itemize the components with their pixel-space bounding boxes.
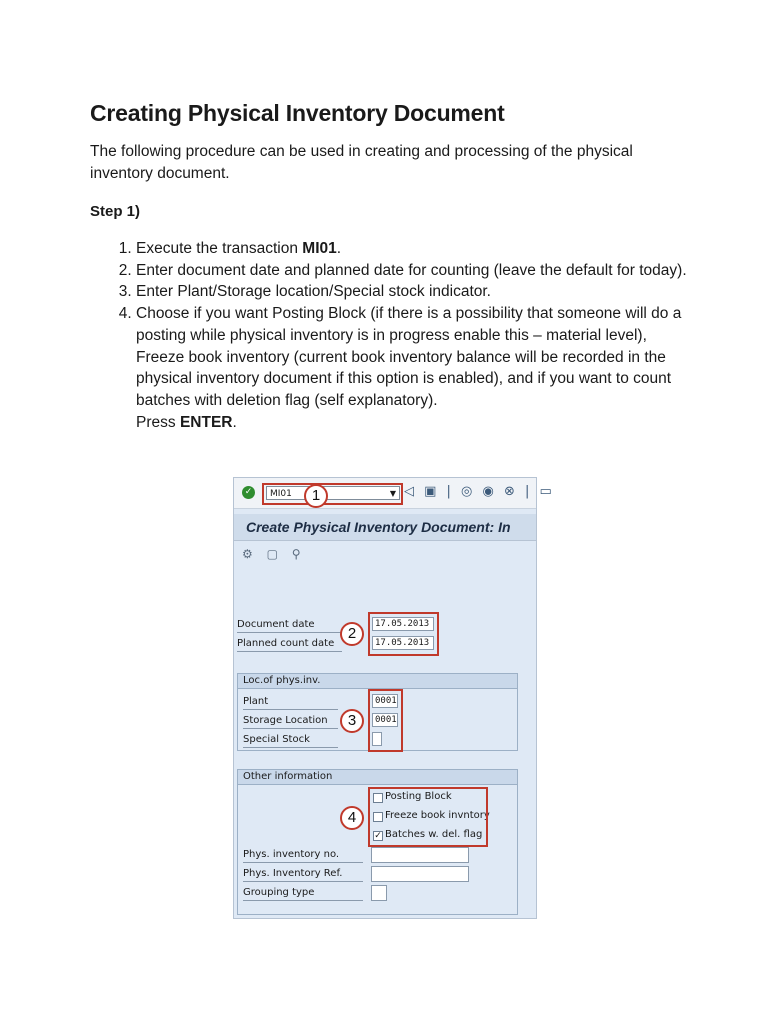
page-title: Creating Physical Inventory Document <box>90 100 505 126</box>
phys-inventory-no-label: Phys. inventory no. <box>243 849 340 860</box>
screen-title-bar: Create Physical Inventory Document: In <box>234 514 536 541</box>
dropdown-arrow-icon[interactable]: ▼ <box>389 489 396 498</box>
freeze-book-inventory-label: Freeze book invntory <box>385 810 490 821</box>
label-underline <box>243 747 338 748</box>
callout-4: 4 <box>340 806 364 830</box>
label-underline <box>243 881 363 882</box>
highlight-box-3 <box>368 689 403 752</box>
callout-1: 1 <box>304 484 328 508</box>
plant-field[interactable]: 0001 <box>372 694 398 708</box>
phys-inventory-no-field[interactable] <box>371 847 469 863</box>
phys-inventory-ref-field[interactable] <box>371 866 469 882</box>
storage-location-label: Storage Location <box>243 715 328 726</box>
list-item: 3. Enter Plant/Storage location/Special stock indicator. <box>136 281 690 303</box>
toolbar-icons[interactable]: ◁ ▣ | ◎ ◉ ⊗ | ▭ <box>404 484 555 499</box>
plant-label: Plant <box>243 696 269 707</box>
label-underline <box>237 651 342 652</box>
steps-list <box>90 238 690 433</box>
planned-count-date-label: Planned count date <box>237 638 335 649</box>
document-date-label: Document date <box>237 619 315 630</box>
highlight-box-2 <box>368 612 439 656</box>
list-item: 4. Choose if you want Posting Block (if there is a possibility that someone will do a posting while physical inventory is in progress enable this – material level), Freeze book inventory (current book inventory balance will be recorded in the physical inventory document if this option is enabled), and if you want to count batches with deletion flag (self explanatory). Press ENTER. <box>136 303 690 433</box>
list-item: 1. Execute the transaction MI01. <box>136 238 690 260</box>
storage-location-field[interactable]: 0001 <box>372 713 398 727</box>
list-item: 2. Enter document date and planned date for counting (leave the default for today). <box>136 260 690 282</box>
phys-inventory-ref-label: Phys. Inventory Ref. <box>243 868 343 879</box>
callout-3: 3 <box>340 709 364 733</box>
grouping-type-label: Grouping type <box>243 887 315 898</box>
batches-del-flag-label: Batches w. del. flag <box>385 829 483 840</box>
location-group-title: Loc.of phys.inv. <box>238 674 517 689</box>
document-date-field[interactable]: 17.05.2013 <box>372 617 434 631</box>
document-body <box>90 100 690 433</box>
grouping-type-field[interactable] <box>371 885 387 901</box>
label-underline <box>237 632 342 633</box>
sap-screenshot <box>233 477 555 919</box>
label-underline <box>243 709 338 710</box>
posting-block-label: Posting Block <box>385 791 452 802</box>
application-toolbar-icons[interactable]: ⚙ ▢ ⚲ <box>242 547 306 561</box>
label-underline <box>243 862 363 863</box>
intro-paragraph: The following procedure can be used in creating and processing of the physical inventory document. <box>90 143 633 182</box>
planned-count-date-field[interactable]: 17.05.2013 <box>372 636 434 650</box>
special-stock-label: Special Stock <box>243 734 310 745</box>
enter-check-icon[interactable]: ✓ <box>242 486 255 499</box>
transaction-code-field[interactable]: MI01 ▼ <box>266 486 400 500</box>
step-label: Step 1) <box>90 203 141 220</box>
highlight-box-4 <box>368 787 488 847</box>
other-info-group-title: Other information <box>238 770 517 785</box>
batches-del-flag-checkbox[interactable]: ✓ <box>374 831 382 841</box>
highlight-box-1 <box>262 483 403 505</box>
label-underline <box>243 900 363 901</box>
callout-2: 2 <box>340 622 364 646</box>
label-underline <box>243 728 338 729</box>
